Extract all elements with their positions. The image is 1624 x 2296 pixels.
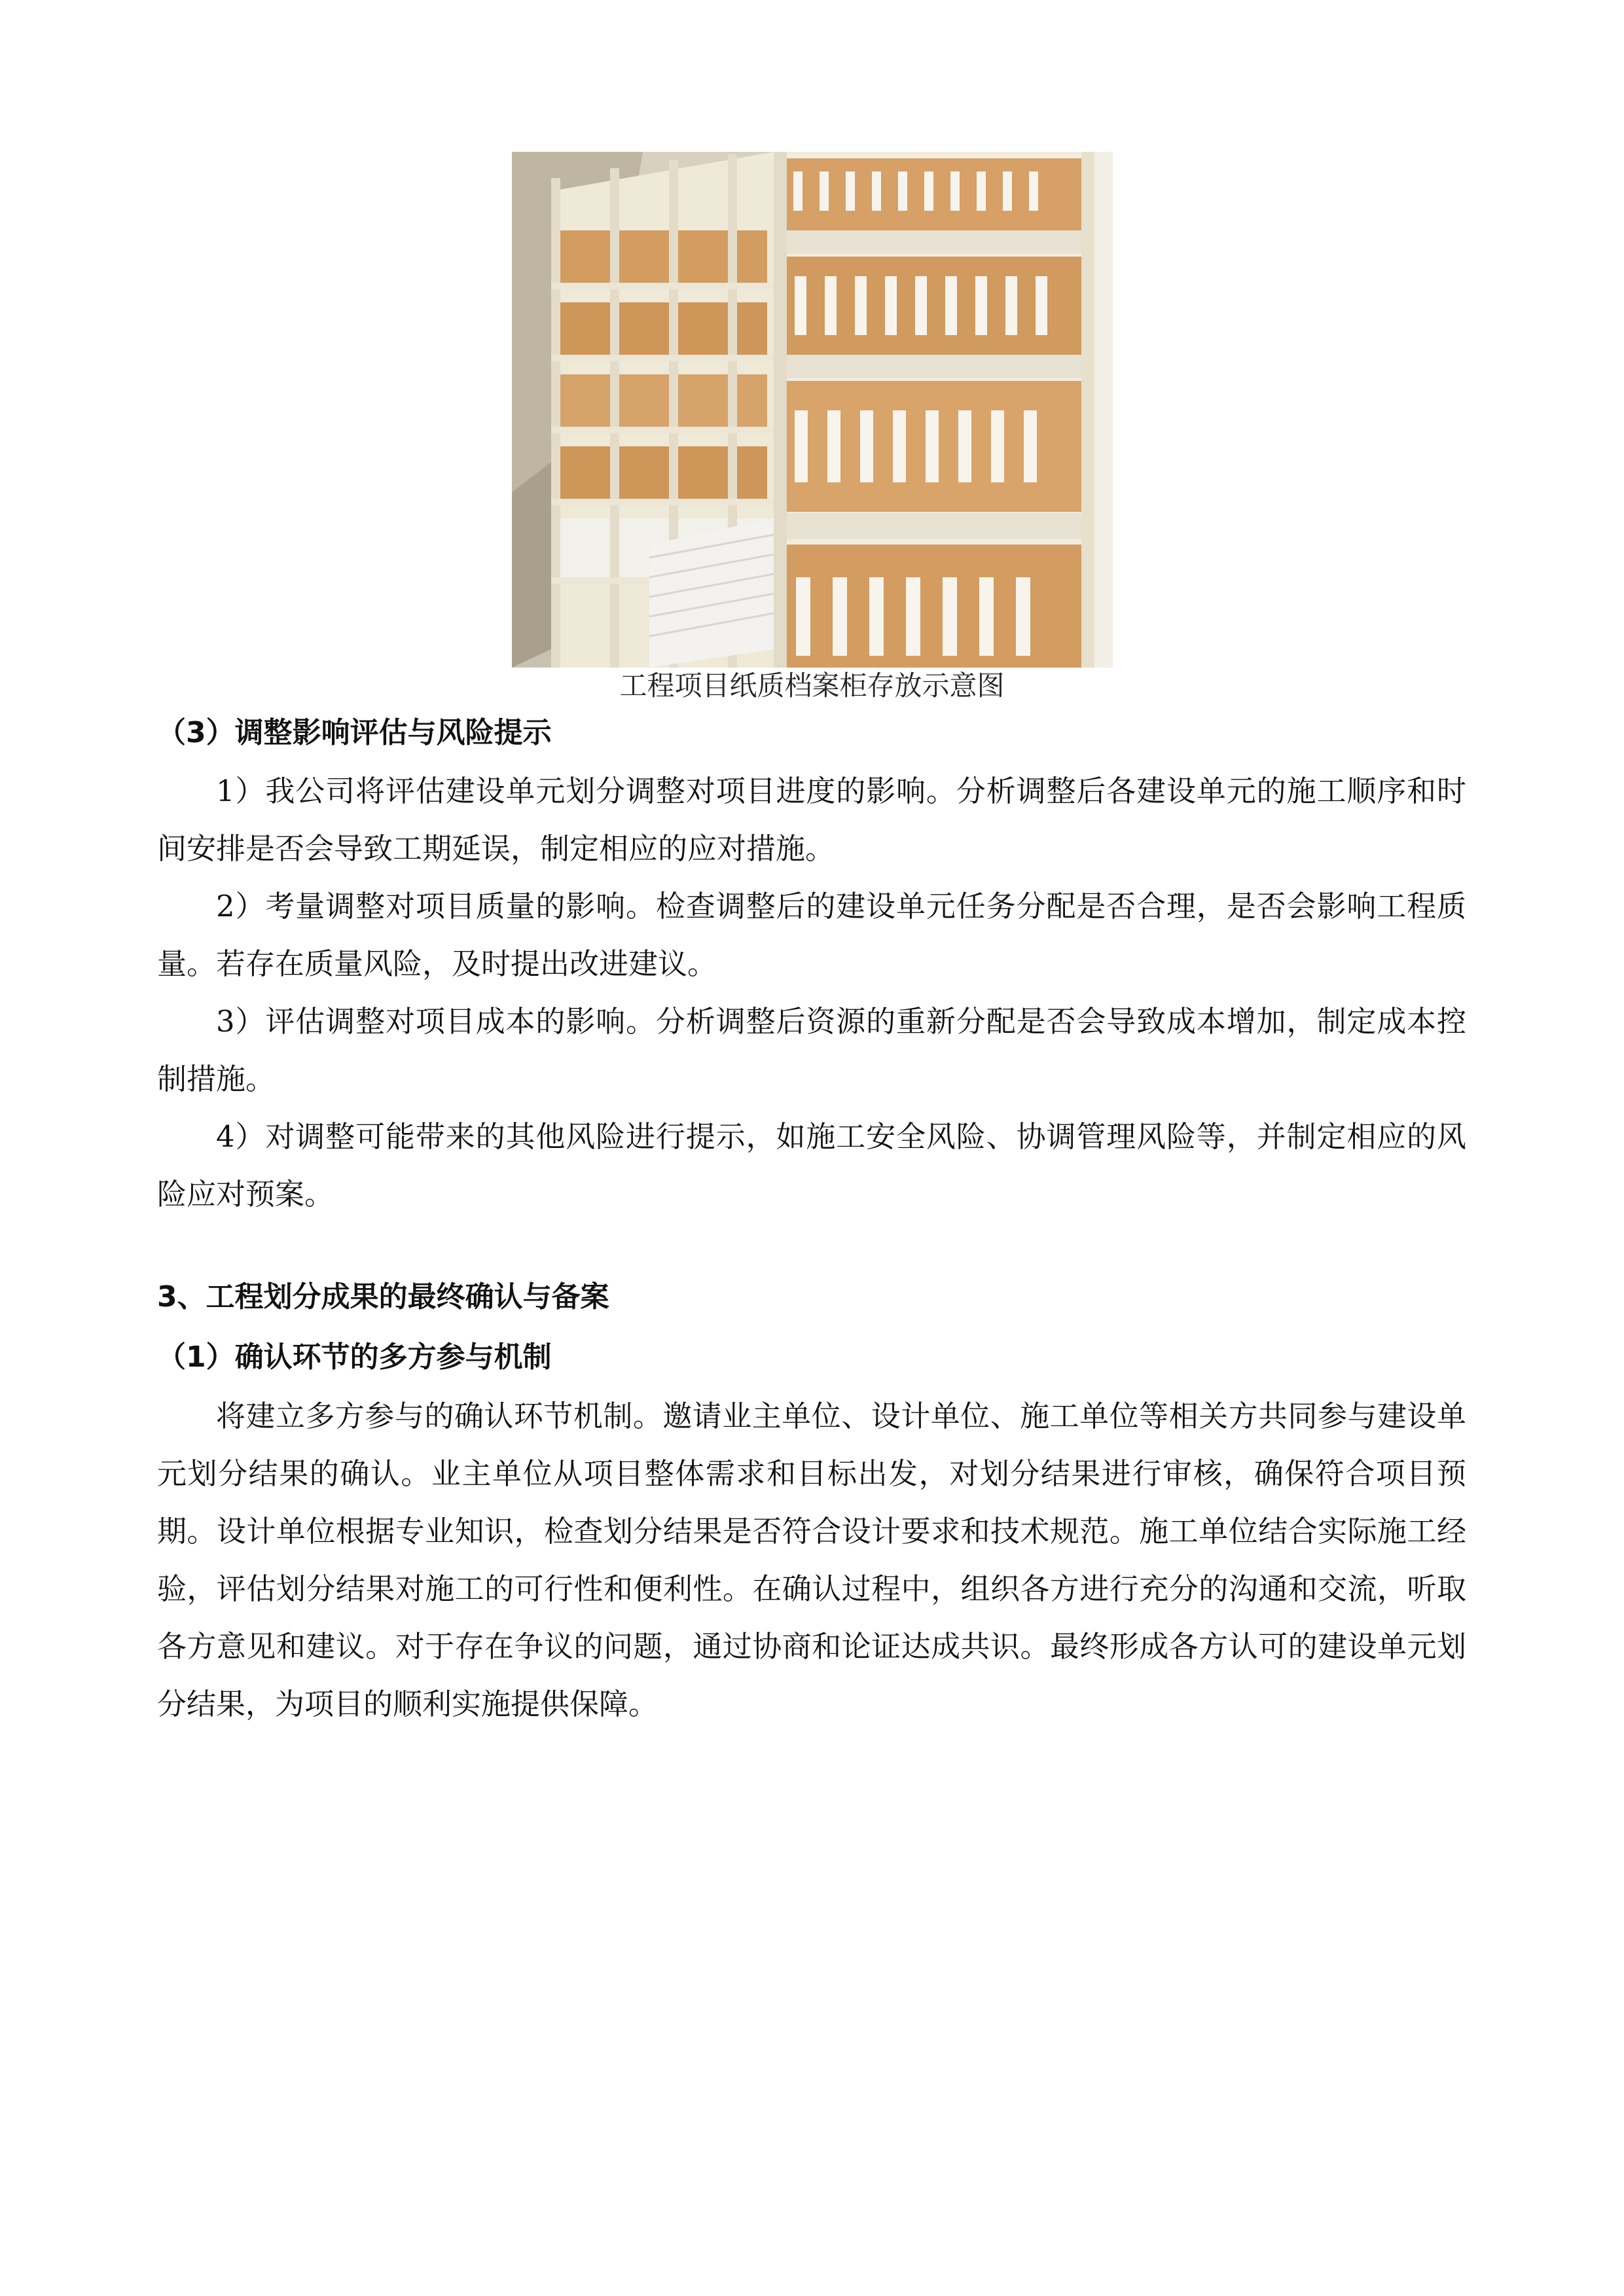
archive-shelf-illustration: [512, 152, 1113, 668]
near-shelves: [774, 152, 1113, 668]
section-1-body: [157, 1388, 1466, 1733]
list-item: 3）评估调整对项目成本的影响。分析调整后资源的重新分配是否会导致成本增加，制定成本控制措施。: [157, 1004, 1466, 1096]
list-item: 2）考量调整对项目质量的影响。检查调整后的建设单元任务分配是否合理，是否会影响工程质量。若存在质量风险，及时提出改进建议。: [157, 889, 1466, 981]
body-paragraph: 将建立多方参与的确认环节机制。邀请业主单位、设计单位、施工单位等相关方共同参与建设单元划分结果的确认。业主单位从项目整体需求和目标出发，对划分结果进行审核，确保符合项目预期。设计单位根据专业知识，检查划分结果是否符合设计要求和技术规范。施工单位结合实际施工经验，评估划分结果对施工的可行性和便利性。在确认过程中，组织各方进行充分的沟通和交流，听取各方意见和建议。对于存在争议的问题，通过协商和论证达成共识。最终形成各方认可的建设单元划分结果，为项目的顺利实施提供保障。: [157, 1399, 1466, 1721]
section-3-body: [157, 762, 1466, 1223]
list-item: 4）对调整可能带来的其他风险进行提示，如施工安全风险、协调管理风险等，并制定相应的风险应对预案。: [157, 1119, 1466, 1211]
archive-shelf-photo: [512, 152, 1113, 668]
figure-caption: 工程项目纸质档案柜存放示意图: [619, 670, 1005, 702]
section-heading-1: （1）确认环节的多方参与机制: [157, 1340, 552, 1374]
paper-stack: [649, 518, 774, 668]
section-heading-3: （3）调整影响评估与风险提示: [157, 716, 552, 749]
chapter-heading-3: 3、工程划分成果的最终确认与备案: [157, 1280, 609, 1314]
list-item: 1）我公司将评估建设单元划分调整对项目进度的影响。分析调整后各建设单元的施工顺序和时间安排是否会导致工期延误，制定相应的应对措施。: [157, 774, 1466, 866]
